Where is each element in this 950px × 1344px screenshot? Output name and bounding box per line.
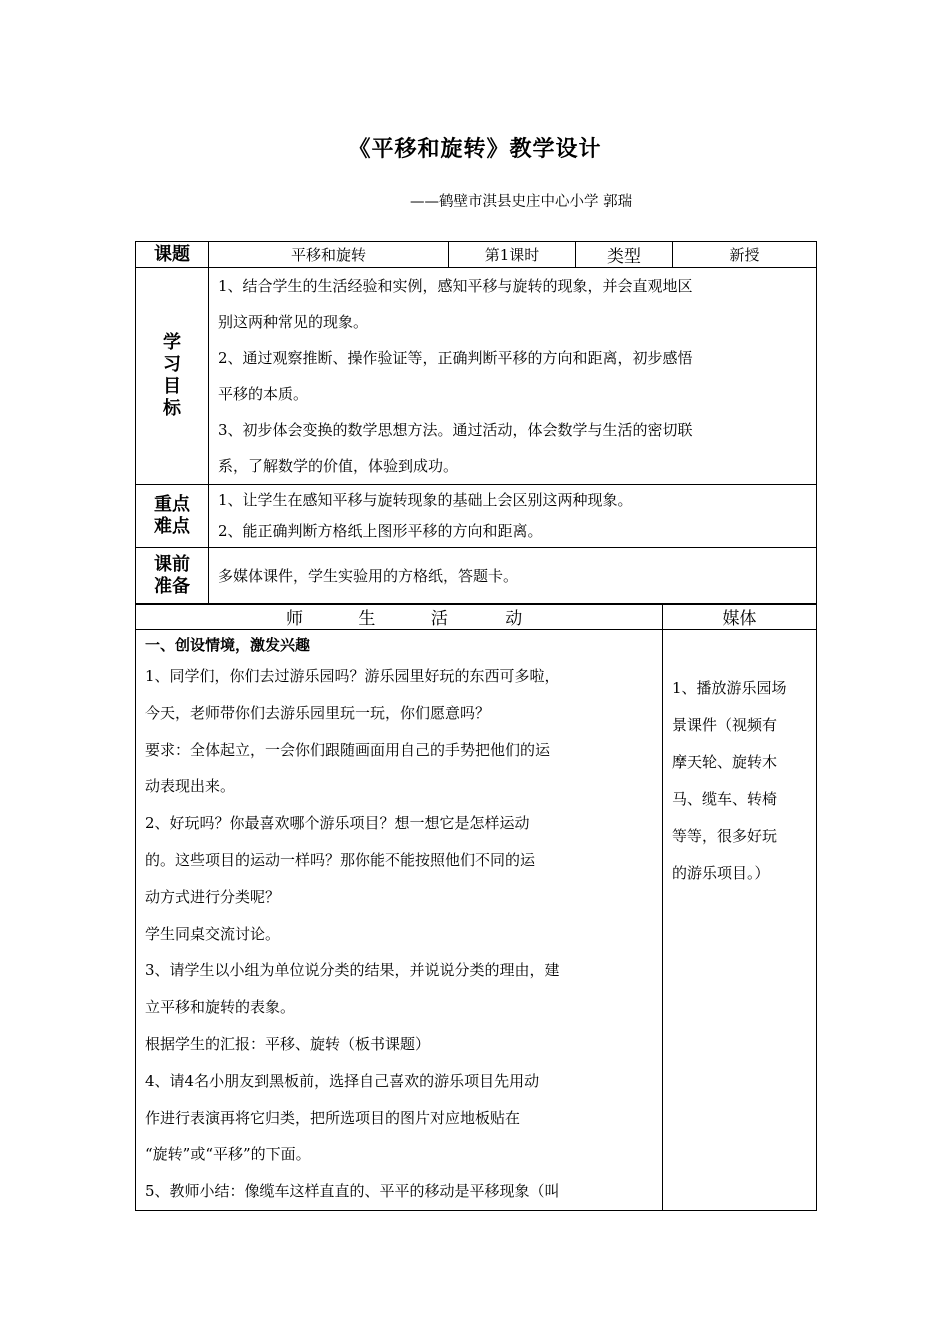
label-keypoints: 重点 难点 — [136, 485, 209, 548]
media-header: 媒体 — [663, 604, 817, 630]
info-table — [135, 241, 817, 605]
label-prep: 课前 准备 — [136, 548, 209, 605]
goals-row — [136, 268, 817, 485]
goals-content: 1、结合学生的生活经验和实例，感知平移与旋转的现象，并会直观地区 别这两种常见的现象。 2、通过观察推断、操作验证等，正确判断平移的方向和距离，初步感悟 平移的本质。 3、初步体会变换的数学思想方法。通过活动，体会数学与生活的密切联 系，了解数学的价值，体验到成功。 — [209, 268, 817, 485]
keypoints-row — [136, 485, 817, 548]
period-value: 第1课时 — [449, 242, 576, 268]
doc-author: ——鹤壁市淇县史庄中心小学 郭瑞 — [410, 194, 633, 210]
keypoints-content: 1、让学生在感知平移与旋转现象的基础上会区别这两种现象。 2、能正确判断方格纸上图形平移的方向和距离。 — [209, 485, 817, 548]
activity-header-row — [136, 604, 817, 630]
activity-body-row — [136, 630, 817, 1211]
type-value: 新授 — [673, 242, 817, 268]
media-content: 1、播放游乐园场 景课件（视频有 摩天轮、旋转木 马、缆车、转椅 等等，很多好玩 的游乐项目。） — [663, 630, 817, 1211]
label-topic: 课题 — [136, 242, 209, 268]
topic-value: 平移和旋转 — [209, 242, 449, 268]
label-type: 类型 — [576, 242, 673, 268]
activity-content: 一、创设情境，激发兴趣 1、同学们，你们去过游乐园吗？游乐园里好玩的东西可多啦， 今天，老师带你们去游乐园里玩一玩，你们愿意吗？ 要求：全体起立，一会你们跟随画面用自己的手势把他们的运 动表现出来。 2、好玩吗？你最喜欢哪个游乐项目？想一想它是怎样运动 的。这些项目的运动一样吗？那你能不能按照他们不同的运 动方式进行分类呢？ 学生同桌交流讨论。 3、请学生以小组为单位说分类的结果，并说说分类的理由，建 立平移和旋转的表象。 根据学生的汇报：平移、旋转（板书课题） 4、请4名小朋友到黑板前，选择自己喜欢的游乐项目先用动 作进行表演再将它归类，把所选项目的图片对应地板贴在 “旋转”或“平移”的下面。 5、教师小结：像缆车这样直直的、平平的移动是平移现象（叫 — [136, 630, 663, 1211]
topic-row — [136, 242, 817, 268]
label-goals: 学 习 目 标 — [136, 268, 209, 485]
section-title: 一、创设情境，激发兴趣 — [145, 636, 311, 654]
prep-content: 多媒体课件，学生实验用的方格纸，答题卡。 — [209, 548, 817, 605]
doc-title: 《平移和旋转》教学设计 — [348, 136, 602, 162]
prep-row — [136, 548, 817, 605]
activity-header: 师 生 活 动 — [136, 604, 663, 630]
activity-table — [135, 603, 817, 1211]
